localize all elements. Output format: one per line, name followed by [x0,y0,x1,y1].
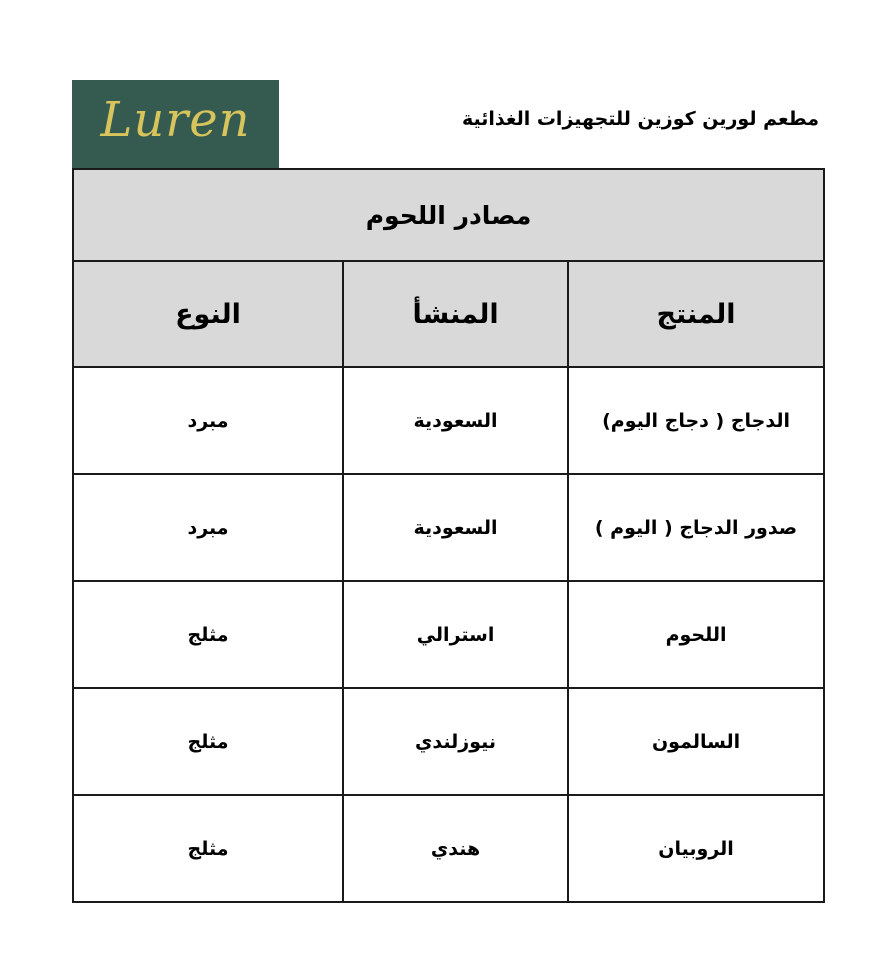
cell-origin: السعودية [343,367,568,474]
cell-origin: نيوزلندي [343,688,568,795]
cell-type: مثلج [73,795,343,902]
cell-type: مثلج [73,581,343,688]
logo-text: Luren [100,92,251,148]
table-row [73,581,824,688]
cell-product: الروبيان [568,795,824,902]
header-origin: المنشأ [343,261,568,367]
table-row [73,688,824,795]
header-type: النوع [73,261,343,367]
cell-product: صدور الدجاج ( اليوم ) [568,474,824,581]
cell-origin: استرالي [343,581,568,688]
cell-type: مبرد [73,367,343,474]
cell-product: الدجاج ( دجاج اليوم) [568,367,824,474]
cell-type: مبرد [73,474,343,581]
meat-sources-table [72,168,825,903]
cell-type: مثلج [73,688,343,795]
table-row [73,367,824,474]
brand-logo [72,80,279,168]
cell-product: السالمون [568,688,824,795]
cell-origin: السعودية [343,474,568,581]
table-row [73,474,824,581]
cell-origin: هندي [343,795,568,902]
table-caption-row [73,169,824,261]
document-title: مطعم لورين كوزين للتجهيزات الغذائية [461,108,819,130]
table-caption: مصادر اللحوم [73,169,824,261]
table-header-row [73,261,824,367]
cell-product: اللحوم [568,581,824,688]
header-product: المنتج [568,261,824,367]
table-row [73,795,824,902]
